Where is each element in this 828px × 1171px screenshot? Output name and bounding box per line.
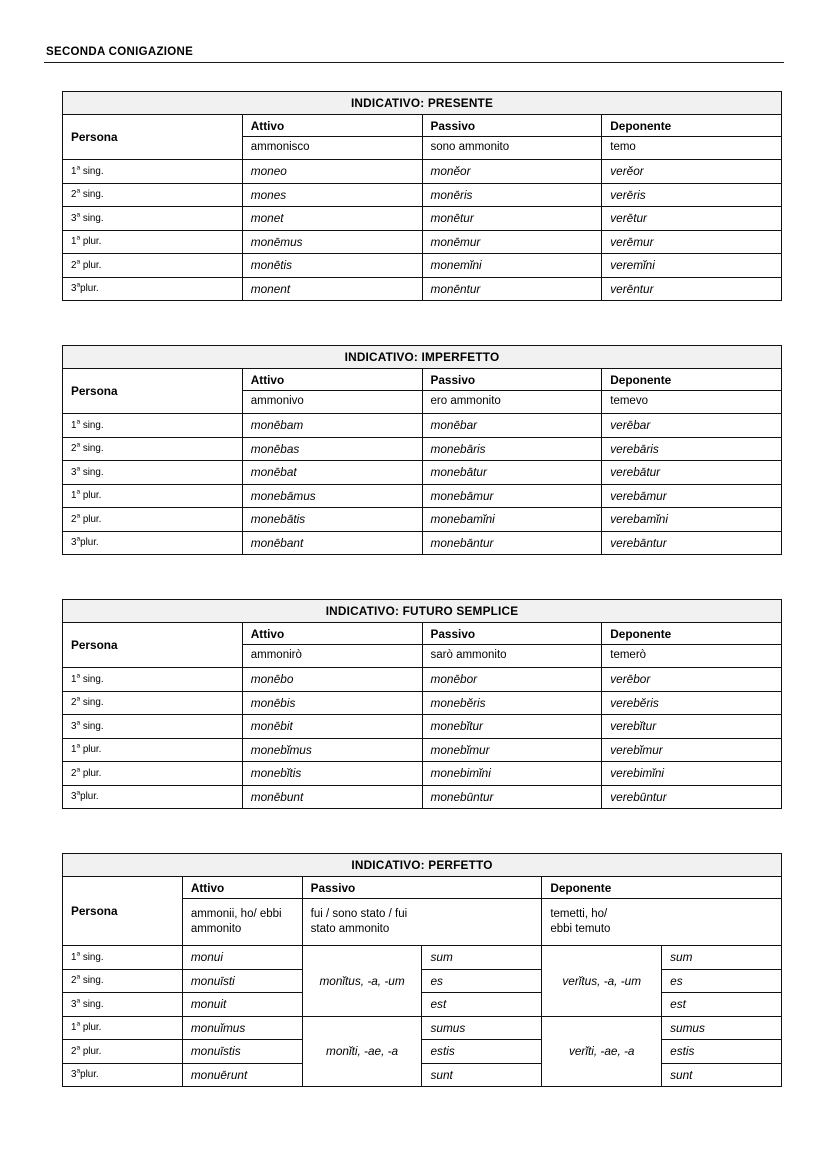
table-row xyxy=(63,993,782,1017)
form-attivo: monui xyxy=(182,946,302,970)
form-passivo: monēmur xyxy=(422,230,602,254)
person-label: 3$^a$ sing. xyxy=(63,461,243,485)
form-attivo: monēbat xyxy=(242,461,422,485)
form-attivo: monēbo xyxy=(242,668,422,692)
auxiliary-deponente: est xyxy=(662,993,782,1017)
person-label: 3$^a$ sing. xyxy=(63,715,243,739)
column-header-passivo: Passivo xyxy=(302,877,542,899)
column-header-deponente: Deponente xyxy=(602,115,782,137)
table-row xyxy=(63,691,782,715)
conjugation-table-futuro-semplice xyxy=(62,599,782,809)
participle-deponente-singular: verĭtus, -a, -um xyxy=(542,946,662,1017)
table-spacer xyxy=(44,301,784,345)
title-divider xyxy=(44,62,784,63)
person-label: 2$^a$ plur. xyxy=(63,762,243,786)
form-deponente: verebāntur xyxy=(602,531,782,555)
table-row xyxy=(63,668,782,692)
header-row xyxy=(63,115,782,137)
form-attivo: monēbant xyxy=(242,531,422,555)
person-label: 3$^a$plur. xyxy=(63,531,243,555)
person-label: 2$^a$ sing. xyxy=(63,969,183,993)
table-row xyxy=(63,1040,782,1064)
table-row xyxy=(63,160,782,184)
form-deponente: verēris xyxy=(602,183,782,207)
table-row xyxy=(63,715,782,739)
form-deponente: verētur xyxy=(602,207,782,231)
table-spacer xyxy=(44,809,784,853)
table-row xyxy=(63,461,782,485)
table-row xyxy=(63,508,782,532)
person-label: 1$^a$ sing. xyxy=(63,160,243,184)
form-passivo: monebāris xyxy=(422,437,602,461)
form-attivo: monebĭtis xyxy=(242,762,422,786)
table-spacer xyxy=(44,555,784,599)
meaning-deponente: temerò xyxy=(602,645,782,668)
person-label: 1$^a$ plur. xyxy=(63,738,243,762)
person-label: 1$^a$ plur. xyxy=(63,484,243,508)
form-attivo: monuit xyxy=(182,993,302,1017)
person-label: 2$^a$ sing. xyxy=(63,437,243,461)
meaning-deponente: temevo xyxy=(602,391,782,414)
auxiliary-passivo: sumus xyxy=(422,1016,542,1040)
form-attivo: monuērunt xyxy=(182,1063,302,1087)
form-deponente: veremĭni xyxy=(602,254,782,278)
conjugation-table-perfetto xyxy=(62,853,782,1087)
table-row xyxy=(63,277,782,301)
form-attivo: moneo xyxy=(242,160,422,184)
form-passivo: monemĭni xyxy=(422,254,602,278)
meaning-attivo-line2: ammonito xyxy=(190,923,242,935)
banner-row xyxy=(63,854,782,877)
column-header-attivo: Attivo xyxy=(242,369,422,391)
column-header-attivo: Attivo xyxy=(242,115,422,137)
table-banner: INDICATIVO: IMPERFETTO xyxy=(63,346,782,369)
auxiliary-deponente: sum xyxy=(662,946,782,970)
column-header-passivo: Passivo xyxy=(422,623,602,645)
form-passivo: monebāntur xyxy=(422,531,602,555)
table-row xyxy=(63,531,782,555)
form-attivo: monet xyxy=(242,207,422,231)
person-label: 1$^a$ plur. xyxy=(63,230,243,254)
column-header-persona: Persona xyxy=(63,115,243,160)
form-deponente: verebamĭni xyxy=(602,508,782,532)
form-deponente: verebāris xyxy=(602,437,782,461)
form-attivo: monēbas xyxy=(242,437,422,461)
column-header-passivo: Passivo xyxy=(422,369,602,391)
form-deponente: verĕor xyxy=(602,160,782,184)
table-row xyxy=(63,1063,782,1087)
participle-deponente-plural: verĭti, -ae, -a xyxy=(542,1016,662,1087)
meaning-passivo: sarò ammonito xyxy=(422,645,602,668)
meaning-attivo: ammonisco xyxy=(242,137,422,160)
header-row xyxy=(63,623,782,645)
form-passivo: monebĭtur xyxy=(422,715,602,739)
page-title: SECONDA CONIGAZIONE xyxy=(46,46,194,58)
table-row xyxy=(63,207,782,231)
person-label: 1$^a$ sing. xyxy=(63,414,243,438)
table-row xyxy=(63,785,782,809)
form-attivo: monebātis xyxy=(242,508,422,532)
person-label: 2$^a$ sing. xyxy=(63,183,243,207)
participle-passivo-singular: monĭtus, -a, -um xyxy=(302,946,422,1017)
person-label: 3$^a$ sing. xyxy=(63,993,183,1017)
form-attivo: mones xyxy=(242,183,422,207)
column-header-attivo: Attivo xyxy=(242,623,422,645)
table-row xyxy=(63,484,782,508)
column-header-persona: Persona xyxy=(63,369,243,414)
auxiliary-deponente: sunt xyxy=(662,1063,782,1087)
meaning-deponente-line2: ebbi temuto xyxy=(550,923,611,935)
column-header-deponente: Deponente xyxy=(602,369,782,391)
form-attivo: monuīsti xyxy=(182,969,302,993)
meaning-attivo xyxy=(182,899,302,946)
form-passivo: monebĕris xyxy=(422,691,602,715)
header-row xyxy=(63,369,782,391)
meaning-attivo: ammonirò xyxy=(242,645,422,668)
person-label: 1$^a$ sing. xyxy=(63,668,243,692)
form-deponente: verebūntur xyxy=(602,785,782,809)
person-label: 2$^a$ plur. xyxy=(63,1040,183,1064)
meaning-passivo: sono ammonito xyxy=(422,137,602,160)
form-passivo: monebĭmur xyxy=(422,738,602,762)
form-deponente: verēntur xyxy=(602,277,782,301)
banner-row xyxy=(63,600,782,623)
person-label: 3$^a$plur. xyxy=(63,785,243,809)
auxiliary-deponente: estis xyxy=(662,1040,782,1064)
person-label: 1$^a$ sing. xyxy=(63,946,183,970)
meaning-deponente-line1: temetti, ho/ xyxy=(550,907,608,920)
column-header-deponente: Deponente xyxy=(542,877,782,899)
table-row xyxy=(63,738,782,762)
auxiliary-passivo: sum xyxy=(422,946,542,970)
meaning-deponente: temo xyxy=(602,137,782,160)
form-passivo: monebātur xyxy=(422,461,602,485)
form-attivo: monēbit xyxy=(242,715,422,739)
form-deponente: verēmur xyxy=(602,230,782,254)
form-passivo: monēbar xyxy=(422,414,602,438)
form-deponente: verebāmur xyxy=(602,484,782,508)
form-attivo: monent xyxy=(242,277,422,301)
meaning-passivo-line1: fui / sono stato / fui xyxy=(310,907,408,920)
meaning-deponente xyxy=(542,899,782,946)
auxiliary-deponente: sumus xyxy=(662,1016,782,1040)
form-deponente: verēbar xyxy=(602,414,782,438)
conjugation-table-imperfetto xyxy=(62,345,782,555)
meaning-attivo: ammonivo xyxy=(242,391,422,414)
banner-row xyxy=(63,92,782,115)
meaning-passivo xyxy=(302,899,542,946)
banner-row xyxy=(63,346,782,369)
form-passivo: monebimĭni xyxy=(422,762,602,786)
table-banner: INDICATIVO: PRESENTE xyxy=(63,92,782,115)
column-header-attivo: Attivo xyxy=(182,877,302,899)
person-label: 2$^a$ plur. xyxy=(63,508,243,532)
form-passivo: monebāmur xyxy=(422,484,602,508)
form-passivo: monebūntur xyxy=(422,785,602,809)
form-attivo: monēbam xyxy=(242,414,422,438)
table-row xyxy=(63,254,782,278)
person-label: 3$^a$plur. xyxy=(63,1063,183,1087)
form-deponente: verebĕris xyxy=(602,691,782,715)
table-banner: INDICATIVO: PERFETTO xyxy=(63,854,782,877)
auxiliary-deponente: es xyxy=(662,969,782,993)
form-passivo: monebamĭni xyxy=(422,508,602,532)
table-row xyxy=(63,1016,782,1040)
form-attivo: monēbis xyxy=(242,691,422,715)
form-passivo: monēbor xyxy=(422,668,602,692)
auxiliary-passivo: estis xyxy=(422,1040,542,1064)
auxiliary-passivo: es xyxy=(422,969,542,993)
meaning-attivo-line1: ammonii, ho/ ebbi xyxy=(190,907,282,920)
form-deponente: verebĭtur xyxy=(602,715,782,739)
table-row xyxy=(63,969,782,993)
form-attivo: monebĭmus xyxy=(242,738,422,762)
person-label: 3$^a$plur. xyxy=(63,277,243,301)
auxiliary-passivo: sunt xyxy=(422,1063,542,1087)
table-row xyxy=(63,414,782,438)
form-attivo: monētis xyxy=(242,254,422,278)
table-row xyxy=(63,437,782,461)
form-deponente: verēbor xyxy=(602,668,782,692)
table-row xyxy=(63,183,782,207)
header-row xyxy=(63,877,782,899)
form-attivo: monēmus xyxy=(242,230,422,254)
meaning-passivo-line2: stato ammonito xyxy=(310,923,390,935)
form-deponente: verebimĭni xyxy=(602,762,782,786)
table-row xyxy=(63,762,782,786)
column-header-persona: Persona xyxy=(63,877,183,946)
participle-passivo-plural: monĭti, -ae, -a xyxy=(302,1016,422,1087)
person-label: 2$^a$ sing. xyxy=(63,691,243,715)
form-passivo: monĕor xyxy=(422,160,602,184)
form-attivo: monebāmus xyxy=(242,484,422,508)
person-label: 2$^a$ plur. xyxy=(63,254,243,278)
form-attivo: monuĭmus xyxy=(182,1016,302,1040)
form-passivo: monēntur xyxy=(422,277,602,301)
meaning-passivo: ero ammonito xyxy=(422,391,602,414)
form-attivo: monēbunt xyxy=(242,785,422,809)
person-label: 3$^a$ sing. xyxy=(63,207,243,231)
form-deponente: verebĭmur xyxy=(602,738,782,762)
form-attivo: monuīstis xyxy=(182,1040,302,1064)
conjugation-table-presente xyxy=(62,91,782,301)
table-row xyxy=(63,946,782,970)
form-passivo: monēris xyxy=(422,183,602,207)
column-header-deponente: Deponente xyxy=(602,623,782,645)
person-label: 1$^a$ plur. xyxy=(63,1016,183,1040)
column-header-passivo: Passivo xyxy=(422,115,602,137)
auxiliary-passivo: est xyxy=(422,993,542,1017)
form-passivo: monētur xyxy=(422,207,602,231)
table-row xyxy=(63,230,782,254)
form-deponente: verebātur xyxy=(602,461,782,485)
column-header-persona: Persona xyxy=(63,623,243,668)
table-banner: INDICATIVO: FUTURO SEMPLICE xyxy=(63,600,782,623)
